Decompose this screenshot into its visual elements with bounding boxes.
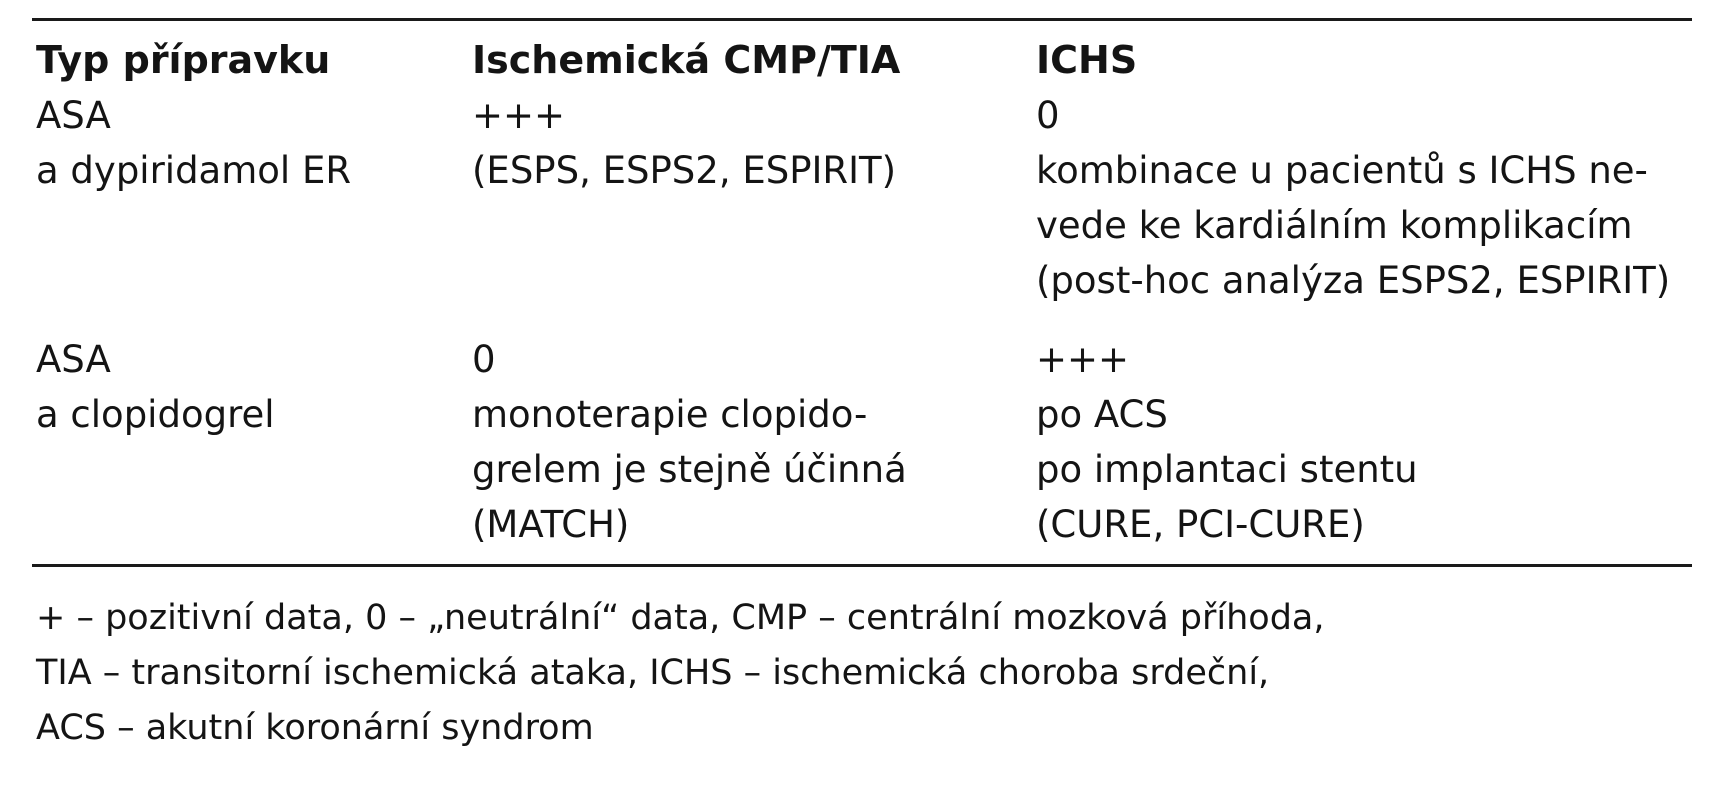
cell-line: ASA [36, 94, 111, 137]
row1-ichs-cell [1036, 88, 1670, 308]
row1-stroke-cell [472, 88, 896, 198]
cell-line: +++ [1036, 338, 1130, 381]
row1-type-cell [36, 88, 351, 198]
cell-line: monoterapie clopido- [472, 393, 868, 436]
table-bottom-rule [32, 564, 1692, 567]
table-footnote [36, 590, 1325, 755]
row2-ichs-cell [1036, 332, 1418, 552]
header-stroke-tia: Ischemická CMP/TIA [472, 38, 901, 82]
cell-line: (CURE, PCI-CURE) [1036, 503, 1365, 546]
cell-line: (post-hoc analýza ESPS2, ESPIRIT) [1036, 259, 1671, 302]
footnote-line: ACS – akutní koronární syndrom [36, 708, 594, 748]
footnote-line: TIA – transitorní ischemická ataka, ICHS – ischemická choroba srdeční, [36, 653, 1270, 693]
cell-line: po ACS [1036, 393, 1168, 436]
row2-type-cell [36, 332, 275, 442]
header-ichs: ICHS [1036, 38, 1138, 82]
header-type: Typ přípravku [36, 38, 331, 82]
cell-line: a dypiridamol ER [36, 149, 352, 192]
cell-line: ASA [36, 338, 111, 381]
cell-line: kombinace u pacientů s ICHS ne- [1036, 149, 1648, 192]
cell-line: 0 [1036, 94, 1060, 137]
cell-line: a clopidogrel [36, 393, 275, 436]
table-top-rule [32, 18, 1692, 21]
cell-line: (MATCH) [472, 503, 630, 546]
cell-line: po implantaci stentu [1036, 448, 1418, 491]
row2-stroke-cell [472, 332, 907, 552]
footnote-line: + – pozitivní data, 0 – „neutrální“ data, CMP – centrální mozková příhoda, [36, 598, 1325, 638]
cell-line: (ESPS, ESPS2, ESPIRIT) [472, 149, 897, 192]
cell-line: +++ [472, 94, 566, 137]
cell-line: vede ke kardiálním komplikacím [1036, 204, 1633, 247]
cell-line: grelem je stejně účinná [472, 448, 907, 491]
cell-line: 0 [472, 338, 496, 381]
